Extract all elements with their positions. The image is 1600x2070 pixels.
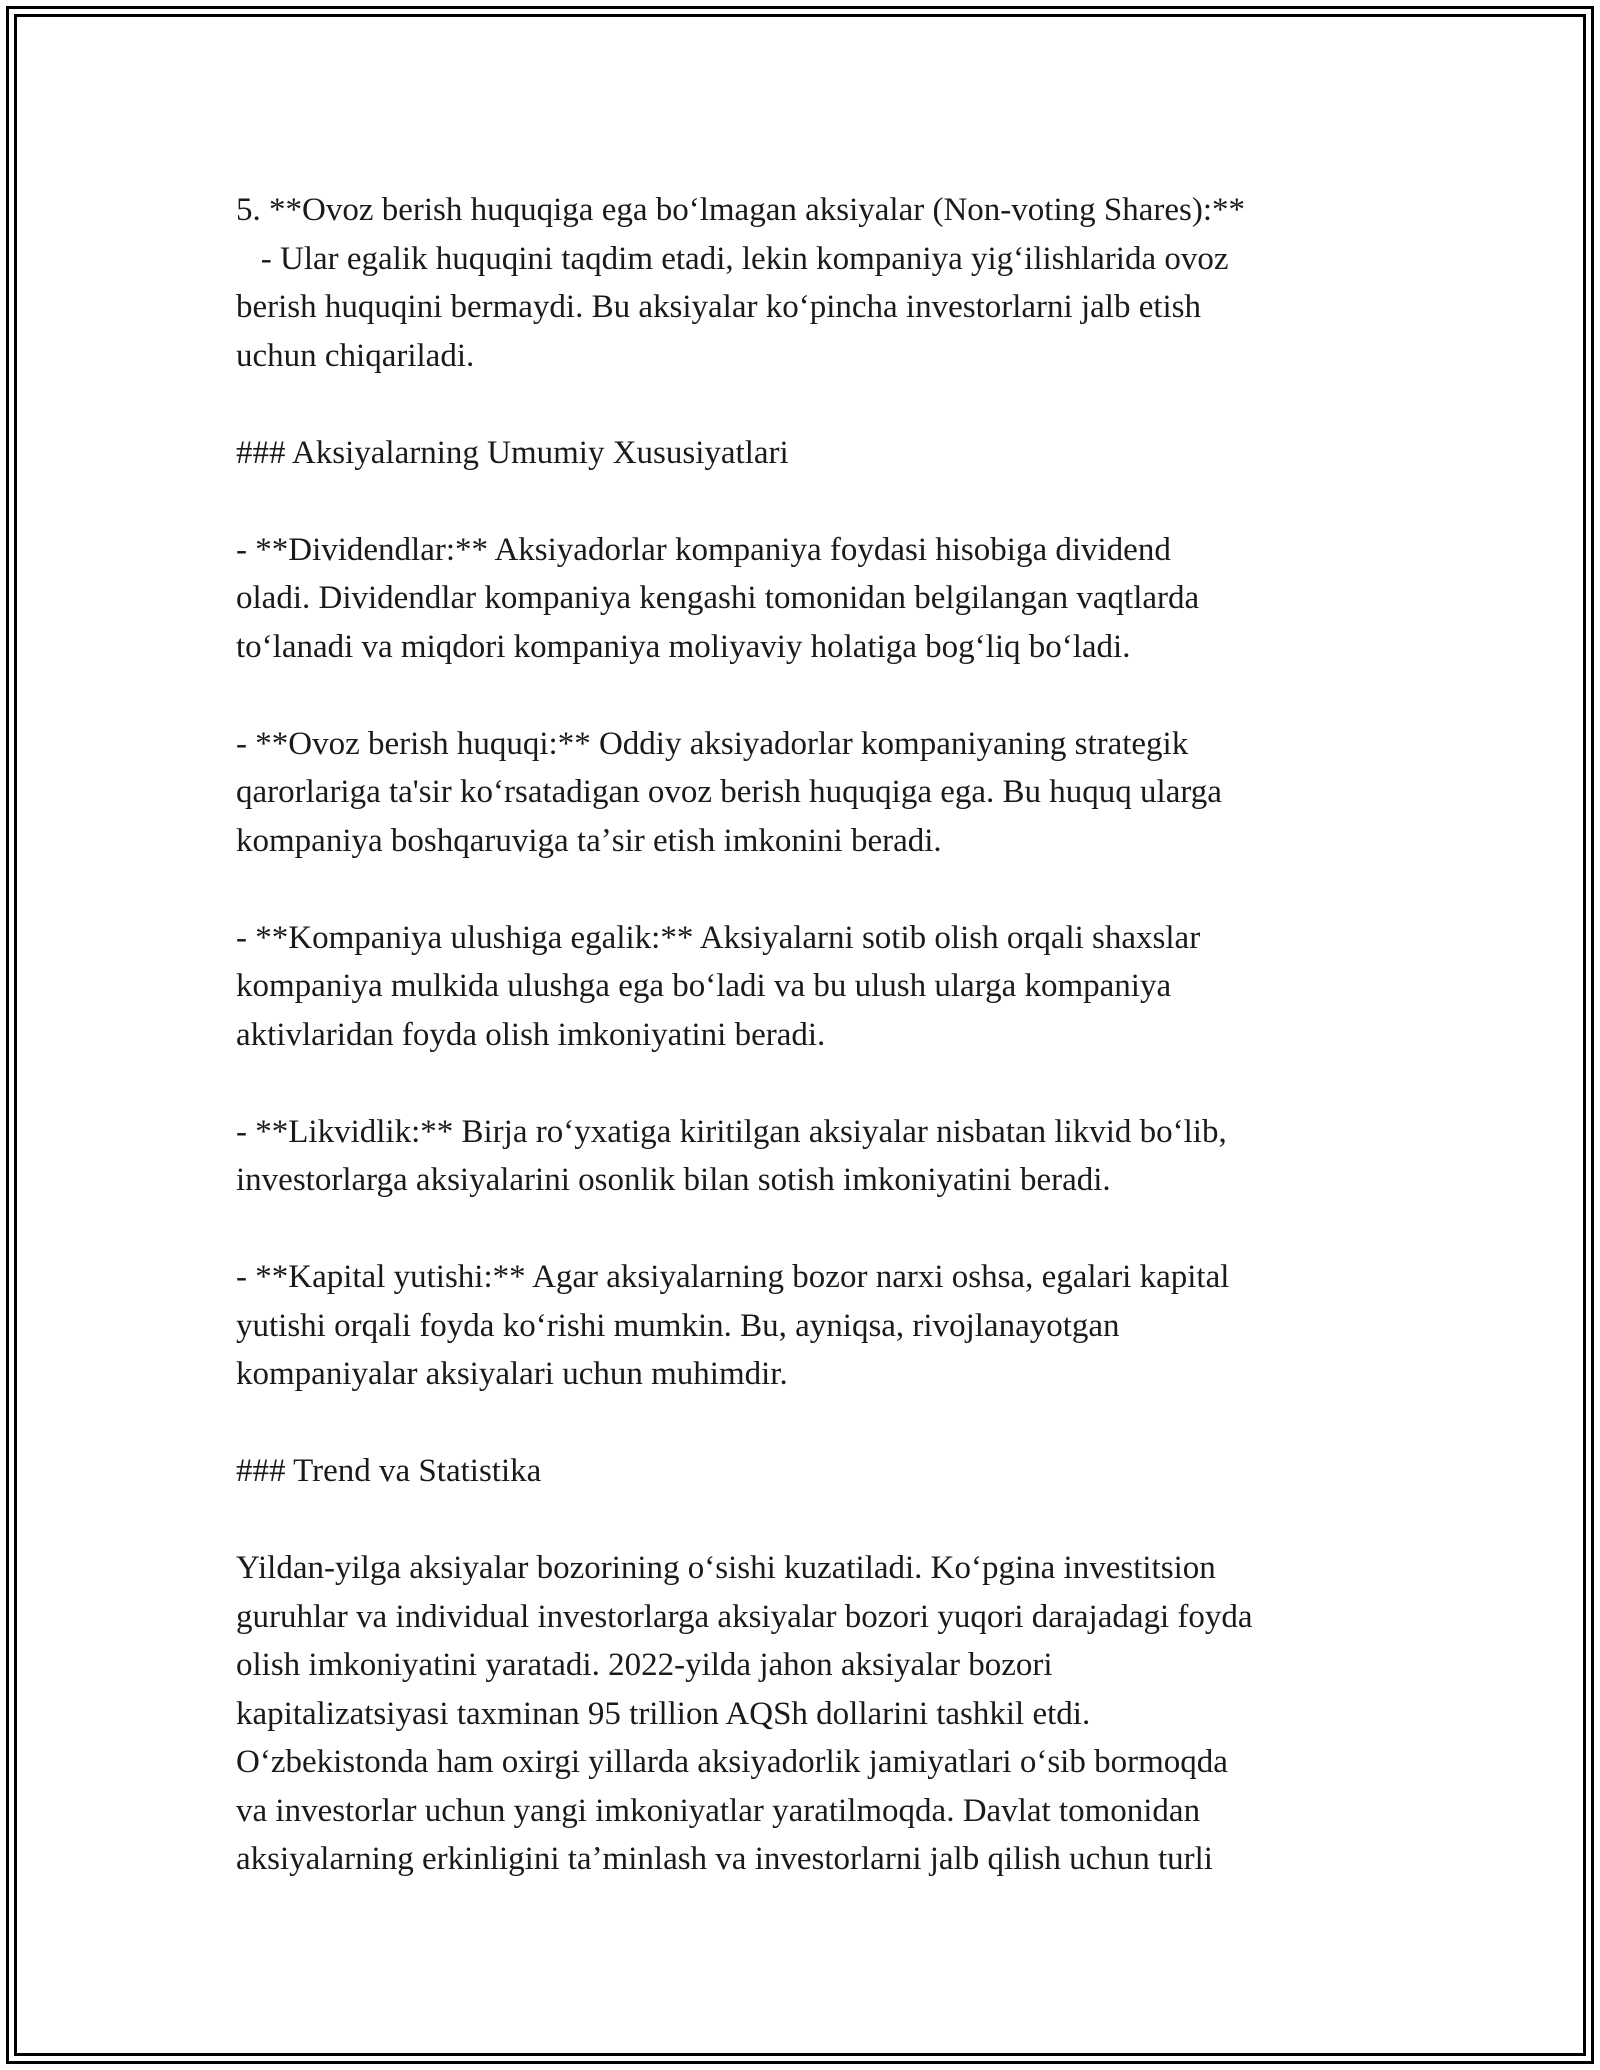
text-line: kapitalizatsiyasi taxminan 95 trillion AQSh dollarini tashkil etdi. [236, 1695, 1091, 1732]
text-line: 5. **Ovoz berish huquqiga ega boʻlmagan aksiyalar (Non-voting Shares):** [236, 192, 1245, 228]
text-line: kompaniyalar aksiyalari uchun muhimdir. [236, 1356, 788, 1392]
text-line: guruhlar va individual investorlarga aksiyalar bozori yuqori darajadagi foyda [236, 1598, 1253, 1635]
text-line: olish imkoniyatini yaratadi. 2022-yilda jahon aksiyalar bozori [236, 1647, 1053, 1683]
text-line: aktivlaridan foyda olish imkoniyatini beradi. [236, 1016, 826, 1053]
paragraph-dividends [236, 526, 1376, 672]
paragraph-voting-rights [236, 720, 1376, 866]
text-line: - Ular egalik huquqini taqdim etadi, lekin kompaniya yigʻilishlarida ovoz [236, 240, 1229, 277]
text-line: kompaniya mulkida ulushga ega boʻladi va bu ulush ularga kompaniya [236, 968, 1172, 1004]
text-line: uchun chiqariladi. [236, 337, 475, 374]
paragraph-ownership [236, 914, 1376, 1060]
heading-general-features [236, 429, 1376, 478]
paragraph-liquidity [236, 1108, 1376, 1205]
text-line: va investorlar uchun yangi imkoniyatlar yaratilmoqda. Davlat tomonidan [236, 1792, 1201, 1829]
text-line: - **Kapital yutishi:** Agar aksiyalarning bozor narxi oshsa, egalari kapital [236, 1259, 1230, 1295]
text-line: qarorlariga ta'sir koʻrsatadigan ovoz berish huquqiga ega. Bu huquq ularga [236, 774, 1222, 810]
paragraph-capital-gains [236, 1253, 1376, 1399]
paragraph-trend [236, 1544, 1376, 1884]
text-line: toʻlanadi va miqdori kompaniya moliyaviy holatiga bogʻliq boʻladi. [236, 628, 1131, 665]
paragraph-non-voting-shares [236, 186, 1376, 380]
section-heading: ### Trend va Statistika [236, 1453, 542, 1489]
text-line: - **Dividendlar:** Aksiyadorlar kompaniya foydasi hisobiga dividend [236, 531, 1171, 568]
text-line: berish huquqini bermaydi. Bu aksiyalar koʻpincha investorlarni jalb etish [236, 289, 1202, 325]
text-line: kompaniya boshqaruviga taʼsir etish imkonini beradi. [236, 822, 942, 859]
text-line: investorlarga aksiyalarini osonlik bilan sotish imkoniyatini beradi. [236, 1162, 1111, 1198]
heading-trend-statistics [236, 1447, 1376, 1496]
text-line: yutishi orqali foyda koʻrishi mumkin. Bu, ayniqsa, rivojlanayotgan [236, 1307, 1120, 1344]
document-body [236, 186, 1376, 1884]
text-line: oladi. Dividendlar kompaniya kengashi tomonidan belgilangan vaqtlarda [236, 580, 1200, 616]
text-line: - **Likvidlik:** Birja roʻyxatiga kiritilgan aksiyalar nisbatan likvid boʻlib, [236, 1113, 1227, 1150]
text-line: Yildan-yilga aksiyalar bozorining oʻsishi kuzatiladi. Koʻpgina investitsion [236, 1550, 1216, 1586]
text-line: - **Ovoz berish huquqi:** Oddiy aksiyadorlar kompaniyaning strategik [236, 725, 1189, 762]
text-line: aksiyalarning erkinligini taʼminlash va investorlarni jalb qilish uchun turli [236, 1841, 1213, 1877]
text-line: - **Kompaniya ulushiga egalik:** Aksiyalarni sotib olish orqali shaxslar [236, 919, 1201, 956]
section-heading: ### Aksiyalarning Umumiy Xususiyatlari [236, 434, 789, 471]
text-line: Oʻzbekistonda ham oxirgi yillarda aksiyadorlik jamiyatlari oʻsib bormoqda [236, 1744, 1228, 1780]
